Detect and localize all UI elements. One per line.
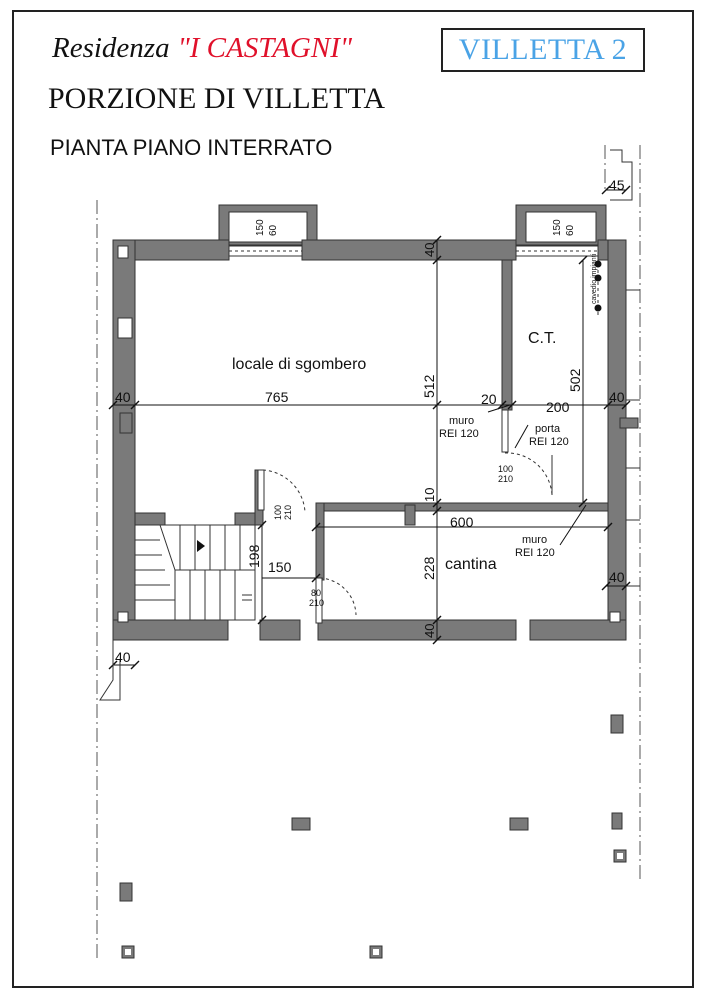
- right-external-details: [626, 290, 640, 586]
- note-door-rei: REI 120: [529, 436, 569, 448]
- outdoor-pillars: [120, 715, 623, 901]
- cavedio: [591, 253, 602, 318]
- villetta-label: VILLETTA 2: [458, 33, 628, 66]
- note-wall2-label: muro: [522, 534, 548, 546]
- note-wall-label: muro: [449, 415, 475, 427]
- plan-title: PIANTA PIANO INTERRATO: [50, 135, 333, 160]
- dim-10: 10: [422, 487, 437, 502]
- note-door-label: porta: [535, 423, 561, 435]
- outdoor-post-cores: [125, 853, 623, 955]
- dim-765: 765: [265, 389, 289, 405]
- dim-20: 20: [481, 391, 497, 407]
- dim-window2-height: 60: [565, 224, 576, 236]
- note-wall2-rei: REI 120: [515, 547, 555, 559]
- dim-198: 198: [246, 544, 262, 568]
- dim-window2-width: 150: [552, 219, 563, 236]
- dim-window1-height: 60: [268, 224, 279, 236]
- dim-40-bottom: 40: [422, 623, 437, 638]
- room-cellar-label: cantina: [445, 556, 497, 573]
- dim-150: 150: [268, 559, 292, 575]
- note-wall-rei: REI 120: [439, 428, 479, 440]
- dim-600: 600: [450, 514, 474, 530]
- cavedio-label: cavedio impianti: [591, 253, 598, 304]
- staircase: [135, 525, 255, 620]
- dim-40-top: 40: [422, 242, 437, 257]
- stair-arrow-icon: [197, 540, 205, 552]
- dim-door-stair-width: 100: [273, 504, 283, 520]
- dim-40-outside: 40: [115, 649, 131, 665]
- dim-door-ct-height: 210: [498, 474, 514, 484]
- dim-door-ct-width: 100: [498, 464, 514, 474]
- portion-title: PORZIONE DI VILLETTA: [48, 82, 385, 115]
- room-ct-label: C.T.: [528, 330, 557, 347]
- dim-window1-width: 150: [255, 219, 266, 236]
- dim-512: 512: [421, 374, 437, 398]
- dim-door-cellar-height: 210: [309, 598, 325, 608]
- dim-45: 45: [609, 177, 625, 193]
- residence-name: "I CASTAGNI": [177, 32, 353, 64]
- dim-40-right: 40: [609, 389, 625, 405]
- dim-200: 200: [546, 399, 570, 415]
- dim-502: 502: [567, 368, 583, 392]
- room-storage-label: locale di sgombero: [232, 356, 367, 373]
- guide-lines: [97, 145, 640, 960]
- outdoor-posts: [122, 850, 626, 958]
- dim-228: 228: [421, 556, 437, 580]
- dim-door-cellar-width: 80: [311, 588, 322, 598]
- residence-label: Residenza: [52, 32, 170, 64]
- dim-40-cellar: 40: [609, 569, 625, 585]
- dim-40-left: 40: [115, 389, 131, 405]
- dim-door-stair-height: 210: [283, 504, 293, 520]
